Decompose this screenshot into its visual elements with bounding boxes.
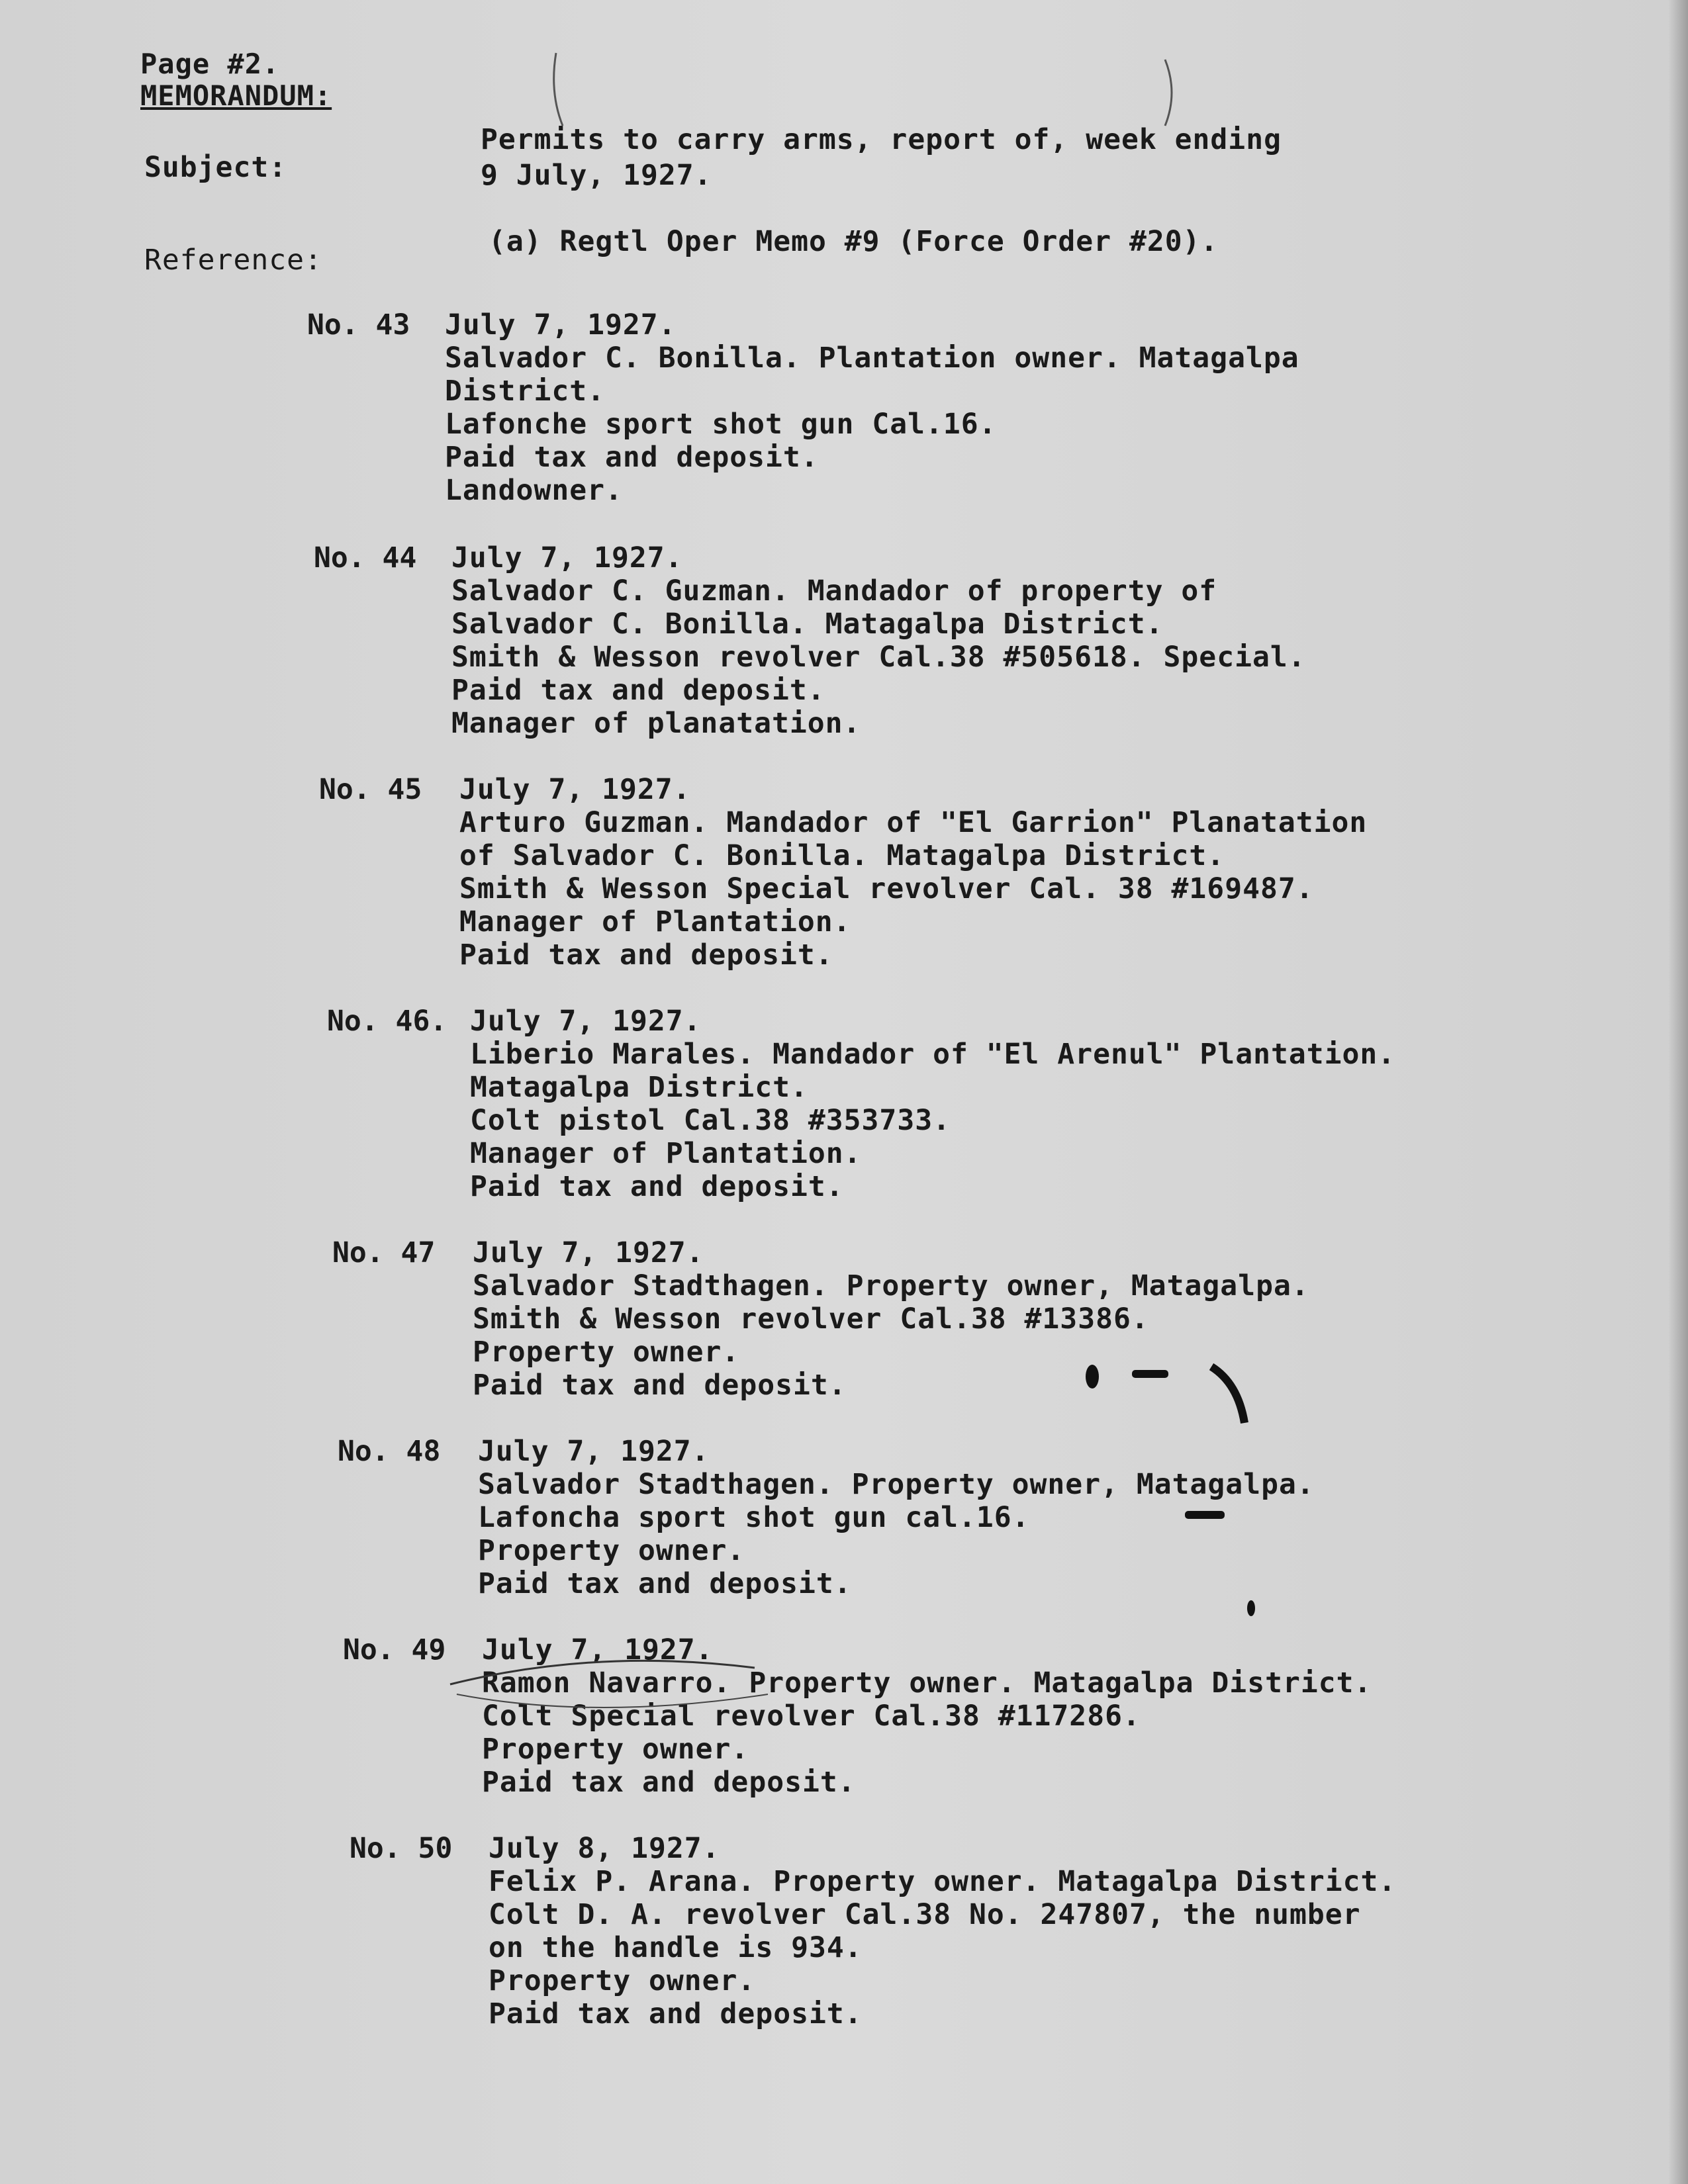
- permit-line: District.: [445, 375, 605, 408]
- ink-blot: [1086, 1365, 1099, 1388]
- subject-line-1: Permits to carry arms, report of, week ending: [481, 123, 1282, 156]
- permit-line: Paid tax and deposit.: [478, 1567, 852, 1600]
- permit-number: No. 45: [319, 773, 422, 806]
- permit-line: Property owner.: [489, 1964, 756, 1997]
- permit-number: No. 44: [314, 541, 417, 574]
- permit-number: No. 48: [338, 1435, 441, 1468]
- permit-line: Paid tax and deposit.: [473, 1369, 847, 1402]
- permit-line: Paid tax and deposit.: [451, 674, 825, 707]
- permit-holder: Ramon Navarro. Property owner. Matagalpa District.: [482, 1666, 1372, 1700]
- permit-number: No. 46.: [327, 1005, 447, 1038]
- permit-weapon: Colt pistol Cal.38 #353733.: [470, 1104, 951, 1137]
- memo-title: MEMORANDUM:: [140, 79, 332, 112]
- permit-line: Paid tax and deposit.: [445, 441, 819, 474]
- permit-holder: Liberio Marales. Mandador of "El Arenul" Plantation.: [470, 1038, 1396, 1071]
- permit-line: Manager of Plantation.: [470, 1137, 862, 1170]
- ink-blot: [1247, 1600, 1255, 1616]
- ink-blot: [1132, 1370, 1168, 1378]
- permit-number: No. 50: [350, 1832, 453, 1865]
- permit-holder: Salvador Stadthagen. Property owner, Matagalpa.: [473, 1269, 1309, 1302]
- permit-line: Paid tax and deposit.: [470, 1170, 844, 1203]
- permit-line: Paid tax and deposit.: [489, 1997, 863, 2030]
- permit-weapon: Lafonche sport shot gun Cal.16.: [445, 408, 997, 441]
- ink-blot: [1211, 1367, 1244, 1423]
- permit-line: Salvador C. Bonilla. Matagalpa District.: [451, 608, 1164, 641]
- permit-weapon: Smith & Wesson revolver Cal.38 #505618. Special.: [451, 641, 1306, 674]
- permit-date: July 7, 1927.: [459, 773, 691, 806]
- permit-date: July 7, 1927.: [451, 541, 683, 574]
- permit-line: of Salvador C. Bonilla. Matagalpa District.: [459, 839, 1225, 872]
- reference-text: (a) Regtl Oper Memo #9 (Force Order #20).: [489, 225, 1219, 258]
- permit-line: Paid tax and deposit.: [459, 938, 833, 972]
- permit-holder: Felix P. Arana. Property owner. Matagalpa District.: [489, 1865, 1397, 1898]
- permit-weapon: Colt Special revolver Cal.38 #117286.: [482, 1700, 1141, 1733]
- page-number: Page #2.: [140, 48, 280, 80]
- permit-line: Property owner.: [482, 1733, 749, 1766]
- subject-line-2: 9 July, 1927.: [481, 159, 712, 192]
- permit-weapon: Colt D. A. revolver Cal.38 No. 247807, the number: [489, 1898, 1361, 1931]
- subject-label: Subject:: [144, 151, 287, 184]
- permit-date: July 7, 1927.: [473, 1236, 704, 1269]
- permit-date: July 7, 1927.: [478, 1435, 710, 1468]
- permit-number: No. 49: [343, 1633, 446, 1666]
- scan-mark: [554, 53, 563, 126]
- permit-holder: Arturo Guzman. Mandador of "El Garrion" Planatation: [459, 806, 1368, 839]
- permit-weapon: Lafoncha sport shot gun cal.16.: [478, 1501, 1030, 1534]
- permit-date: July 7, 1927.: [482, 1633, 714, 1666]
- permit-weapon: Smith & Wesson Special revolver Cal. 38 #169487.: [459, 872, 1314, 905]
- permit-date: July 7, 1927.: [445, 308, 677, 341]
- reference-label: Reference:: [144, 244, 322, 277]
- permit-line: Manager of Plantation.: [459, 905, 851, 938]
- ink-blot: [1185, 1511, 1225, 1519]
- pencil-stroke-mark: [457, 1694, 768, 1707]
- permit-holder: Salvador Stadthagen. Property owner, Matagalpa.: [478, 1468, 1315, 1501]
- permit-line: Paid tax and deposit.: [482, 1766, 856, 1799]
- permit-number: No. 47: [332, 1236, 436, 1269]
- permit-line: Matagalpa District.: [470, 1071, 808, 1104]
- permit-line: Manager of planatation.: [451, 707, 861, 740]
- permit-line: Landowner.: [445, 474, 623, 507]
- permit-date: July 7, 1927.: [470, 1005, 702, 1038]
- permit-holder: Salvador C. Guzman. Mandador of property of: [451, 574, 1217, 608]
- pencil-stroke-mark: [450, 1661, 755, 1684]
- permit-holder: Salvador C. Bonilla. Plantation owner. Matagalpa: [445, 341, 1299, 375]
- permit-number: No. 43: [307, 308, 410, 341]
- permit-weapon: Smith & Wesson revolver Cal.38 #13386.: [473, 1302, 1149, 1336]
- permit-line: on the handle is 934.: [489, 1931, 863, 1964]
- permit-line: Property owner.: [473, 1336, 740, 1369]
- scan-mark: [1165, 60, 1172, 126]
- permit-line: Property owner.: [478, 1534, 745, 1567]
- permit-date: July 8, 1927.: [489, 1832, 720, 1865]
